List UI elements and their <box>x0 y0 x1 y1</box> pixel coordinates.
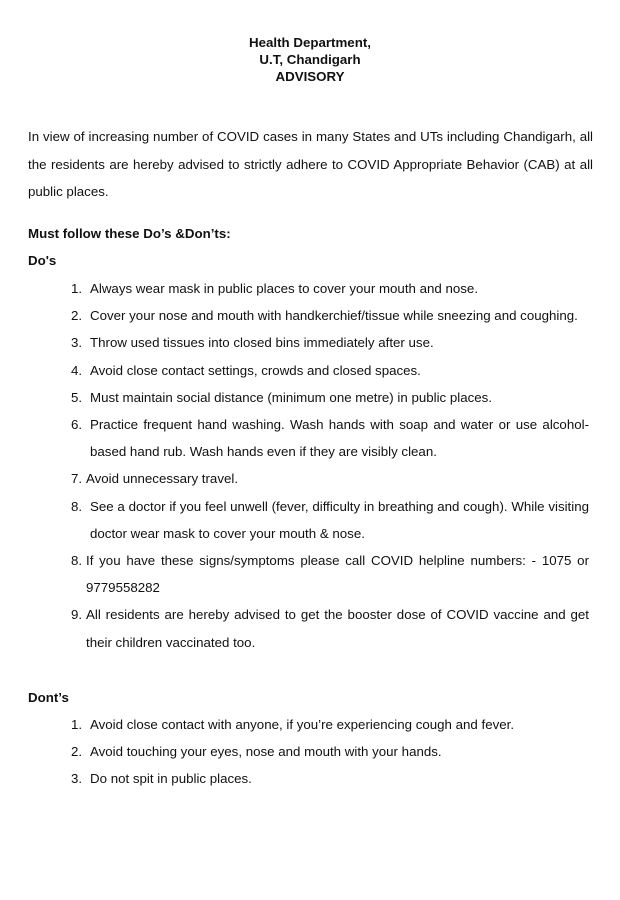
item-number: 1. <box>71 717 83 732</box>
item-number: 3. <box>71 771 83 787</box>
list-item <box>0 547 620 601</box>
list-item <box>0 411 620 465</box>
item-number: 2. <box>71 308 83 324</box>
item-text: See a doctor if you feel unwell (fever, difficulty in breathing and cough). While visiting doctor wear mask to cover your mouth & nose. <box>90 498 589 541</box>
list-item <box>0 765 620 792</box>
item-number: 4. <box>71 362 83 378</box>
dos-list <box>0 275 620 656</box>
item-text: Do not spit in public places. <box>90 771 252 787</box>
list-item <box>0 711 620 738</box>
item-text: All residents are hereby advised to get the booster dose of COVID vaccine and get their children vaccinated too. <box>86 607 589 650</box>
item-text: Avoid close contact with anyone, if you’re experiencing cough and fever. <box>90 717 515 732</box>
dos-heading: Do's <box>28 253 57 268</box>
item-text: Avoid unnecessary travel. <box>86 471 239 487</box>
item-number: 8. <box>71 498 83 514</box>
list-item <box>0 465 620 492</box>
header-location: U.T, Chandigarh <box>259 52 361 67</box>
list-item <box>0 357 620 384</box>
donts-list <box>0 711 620 793</box>
item-number: 1. <box>71 281 83 296</box>
item-text: Throw used tissues into closed bins immediately after use. <box>90 335 434 351</box>
list-item <box>0 738 620 765</box>
section-heading: Must follow these Do’s &Don’ts: <box>28 226 231 241</box>
intro-paragraph: In view of increasing number of COVID cases in many States and UTs including Chandigarh, all the residents are hereby advised to strictly adhere to COVID Appropriate Behavior (CAB) at all public places. <box>28 129 593 199</box>
item-text: Must maintain social distance (minimum one metre) in public places. <box>90 389 493 405</box>
item-number: 7. <box>71 471 83 487</box>
item-text: If you have these signs/symptoms please call COVID helpline numbers: - 1075 or 9779558282 <box>86 553 589 596</box>
item-text: Always wear mask in public places to cover your mouth and nose. <box>90 281 479 296</box>
item-text: Practice frequent hand washing. Wash hands with soap and water or use alcohol-based hand rub. Wash hands even if they are visibly clean. <box>90 417 589 460</box>
header-department: Health Department, <box>249 35 371 50</box>
list-item <box>0 384 620 411</box>
header-title: ADVISORY <box>275 69 345 84</box>
item-number: 5. <box>71 389 83 405</box>
item-number: 8. <box>71 553 83 569</box>
item-number: 9. <box>71 607 83 623</box>
item-text: Cover your nose and mouth with handkerchief/tissue while sneezing and coughing. <box>90 308 578 324</box>
item-number: 6. <box>71 417 83 433</box>
item-text: Avoid touching your eyes, nose and mouth with your hands. <box>90 744 442 760</box>
list-item <box>0 275 620 302</box>
list-item <box>0 601 620 655</box>
list-item <box>0 493 620 547</box>
document-header <box>0 34 620 85</box>
list-item <box>0 329 620 356</box>
donts-heading: Dont’s <box>28 690 69 705</box>
list-item <box>0 302 620 329</box>
item-number: 2. <box>71 744 83 760</box>
item-text: Avoid close contact settings, crowds and closed spaces. <box>90 362 421 378</box>
item-number: 3. <box>71 335 83 351</box>
